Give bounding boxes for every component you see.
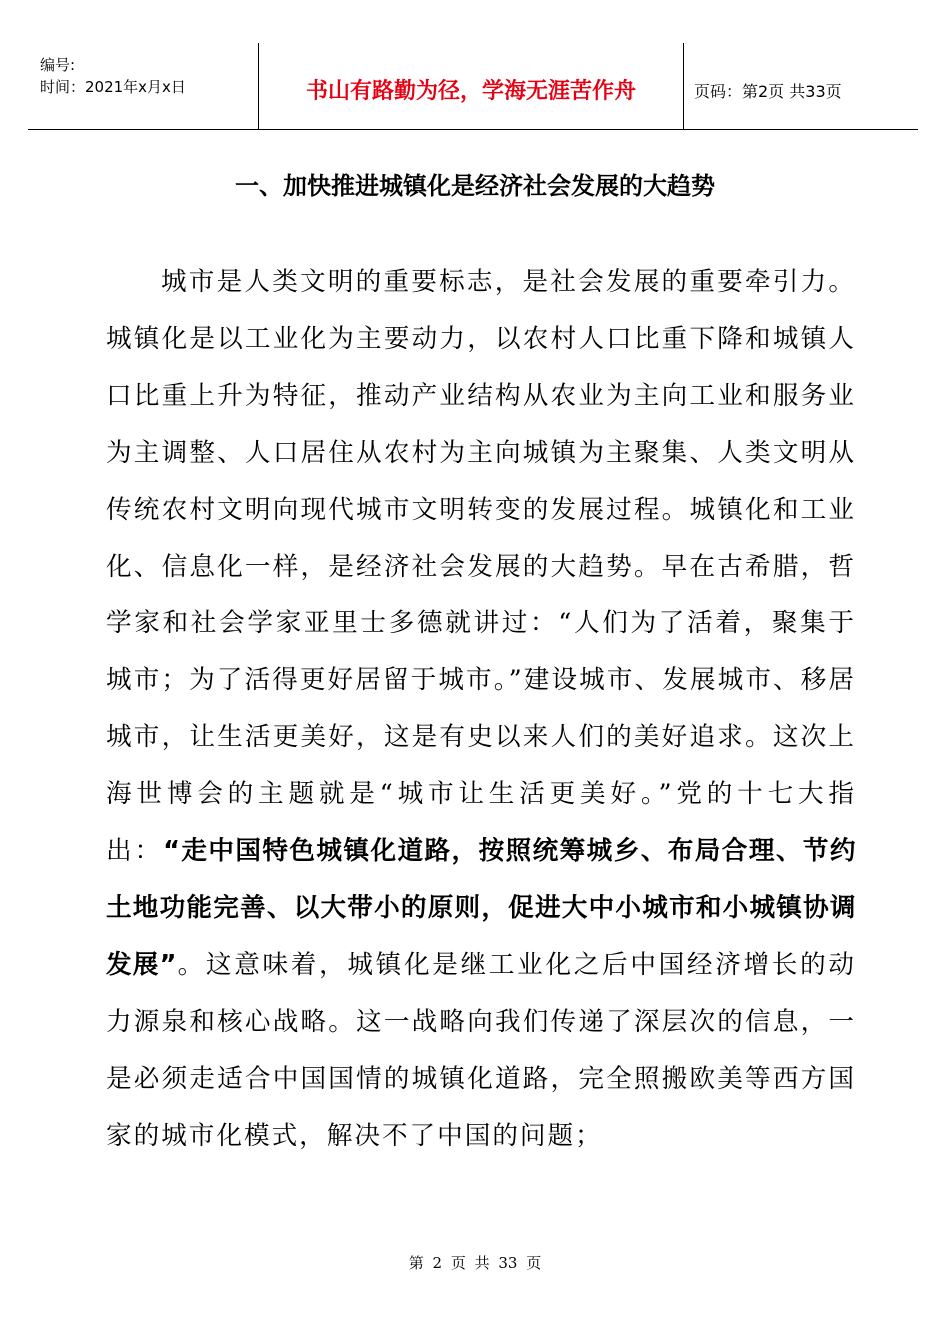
paragraph-text-part1: 城市是人类文明的重要标志，是社会发展的重要牵引力。城镇化是以工业化为主要动力，以农村人口比重下降和城镇人口比重上升为特征，推动产业结构从农业为主向工业和服务业为主调整、人口居住从农村为主向城镇为主聚集、人类文明从传统农村文明向现代城市文明转变的发展过程。城镇化和工业化、信息化一样，是经济社会发展的大趋势。早在古希腊，哲学家和社会学家亚里士多德就讲过：“人们为了活着，聚集于城市；为了活得更好居留于城市。”建设城市、发展城市、移居城市，让生活更美好，这是有史以来人们的美好追求。这次上海世博会的主题就是“城市让生活更美好。”党的十七大指出： <box>106 267 856 867</box>
header-motto: 书山有路勤为径，学海无涯苦作舟 <box>305 79 636 104</box>
paragraph-text-part2: 。这意味着，城镇化是继工业化之后中国经济增长的动力源泉和核心战略。这一战略向我们传递了深层次的信息，一是必须走适合中国国情的城镇化道路，完全照搬欧美等西方国家的城市化模式，解决不了中国的问题； <box>106 949 856 1151</box>
paragraph-bold-quote: “走中国特色城镇化道路，按照统筹城乡、布局合理、节约土地功能完善、以大带小的原则，促进大中小城市和小城镇协调发展” <box>106 836 856 980</box>
header-page-info: 页码：第2页 共33页 <box>694 82 842 101</box>
body-paragraph <box>106 254 856 1165</box>
header-page-cell <box>684 43 918 129</box>
header-motto-cell <box>259 43 684 129</box>
document-number-label: 编号: <box>40 56 76 74</box>
page-footer: 第 2 页 共 33 页 <box>408 1254 542 1272</box>
document-header <box>28 43 918 130</box>
header-meta-cell <box>28 43 259 129</box>
section-title: 一、加快推进城镇化是经济社会发展的大趋势 <box>235 171 715 200</box>
document-time-label: 时间：2021年x月x日 <box>40 78 186 96</box>
